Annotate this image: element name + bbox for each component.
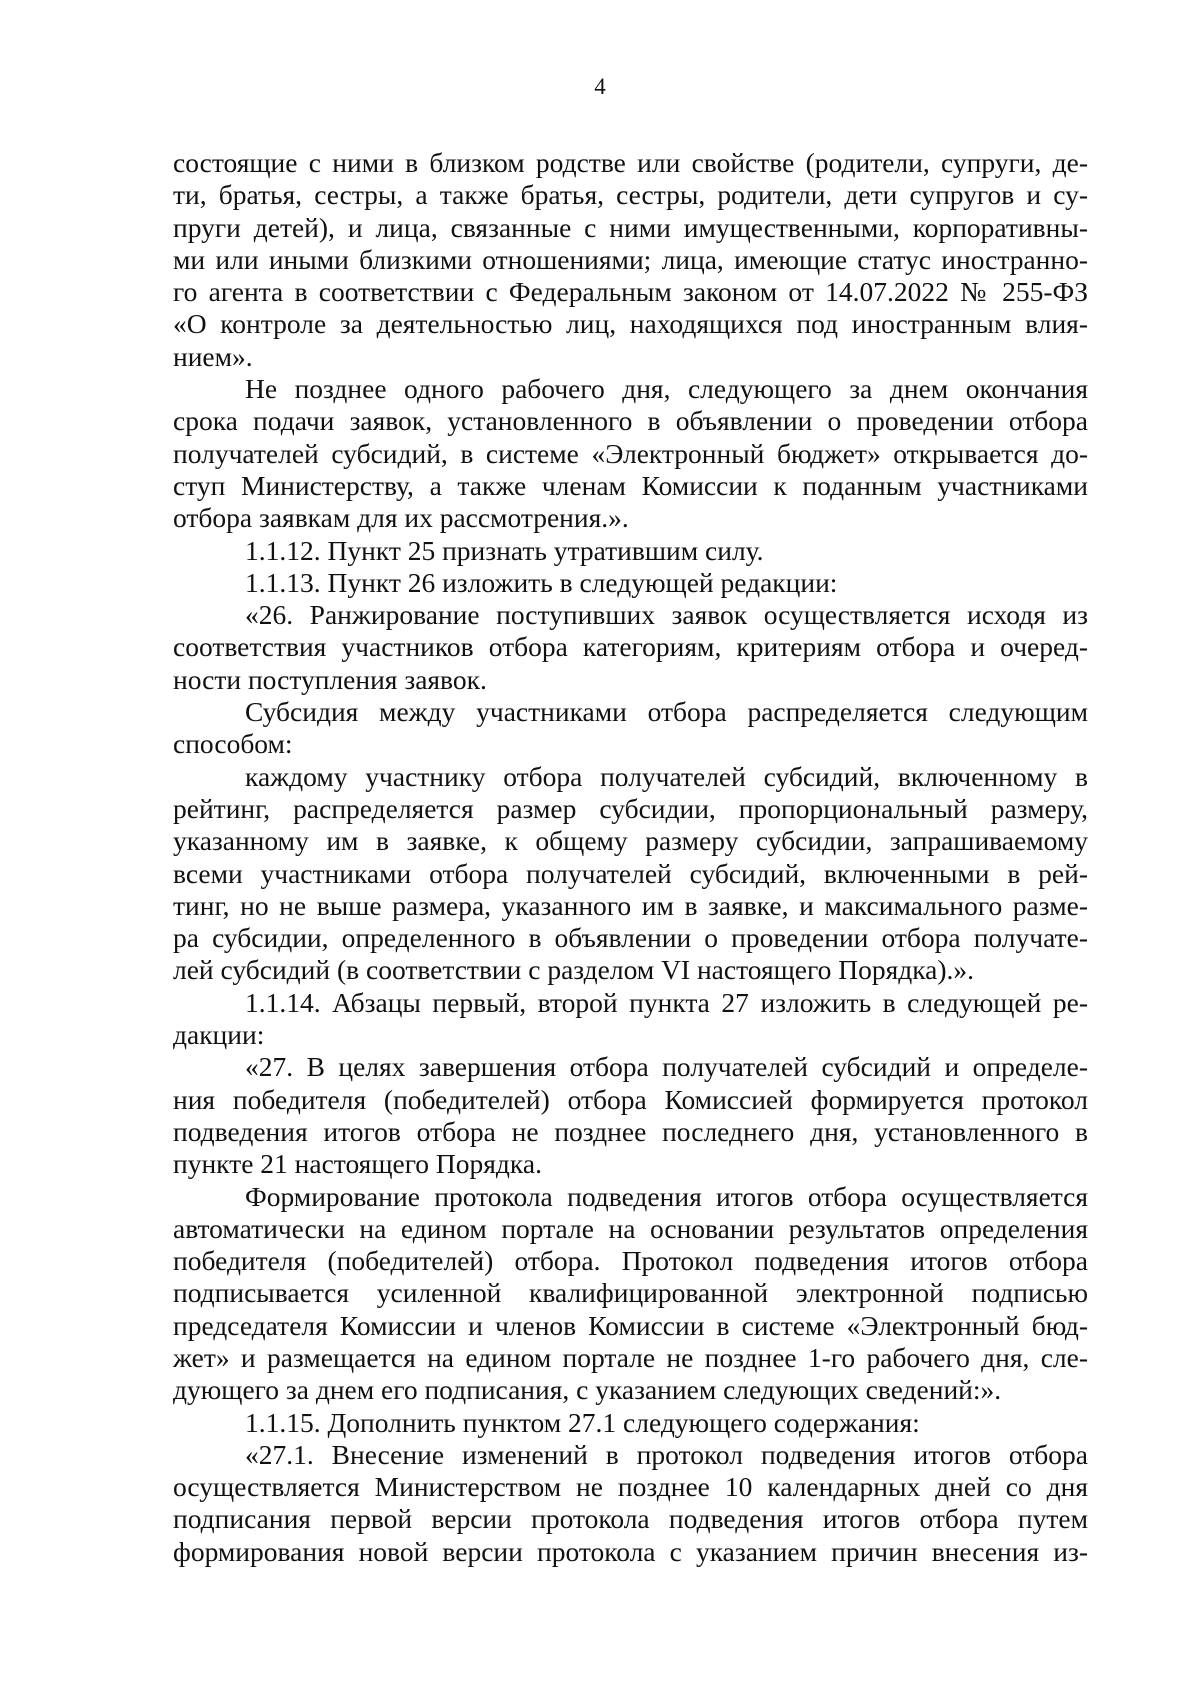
text-line: соответствия участников отбора категориям, критериям отбора и очеред- (173, 631, 1088, 663)
text-line: го агента в соответствии с Федеральным законом от 14.07.2022 № 255-ФЗ (173, 276, 1088, 308)
text-line: формирования новой версии протокола с указанием причин внесения из- (173, 1535, 1088, 1567)
text-line: автоматически на едином портале на основании результатов определения (173, 1212, 1088, 1244)
text-line: 1.1.15. Дополнить пунктом 27.1 следующего содержания: (245, 1406, 920, 1438)
text-line: подписывается усиленной квалифицированной электронной подписью (173, 1277, 1088, 1309)
text-line: председателя Комиссии и членов Комиссии в системе «Электронный бюд- (173, 1309, 1088, 1341)
text-line: 1.1.13. Пункт 26 изложить в следующей редакции: (245, 566, 838, 598)
text-line: «27. В целях завершения отбора получателей субсидий и определе- (245, 1051, 1088, 1083)
text-line: подписания первой версии протокола подведения итогов отбора путем (173, 1503, 1088, 1535)
text-line: указанному им в заявке, к общему размеру субсидии, запрашиваемому (173, 825, 1088, 857)
text-line: осуществляется Министерством не позднее 10 календарных дней со дня (173, 1471, 1088, 1503)
text-line: ности поступления заявок. (173, 663, 487, 695)
text-line: дакции: (173, 1019, 265, 1051)
text-line: ния победителя (победителей) отбора Комиссией формируется протокол (173, 1083, 1088, 1115)
text-line: способом: (173, 728, 293, 760)
text-line: лей субсидий (в соответствии с разделом VI настоящего Порядка).». (173, 954, 975, 986)
text-line: рейтинг, распределяется размер субсидии, пропорциональный размеру, (173, 792, 1088, 824)
text-line: нием». (173, 340, 253, 372)
text-line: 1.1.12. Пункт 25 признать утратившим силу. (245, 534, 764, 566)
text-line: «27.1. Внесение изменений в протокол подведения итогов отбора (245, 1438, 1088, 1470)
page-number: 4 (594, 74, 606, 99)
text-line: подведения итогов отбора не позднее последнего дня, установленного в (173, 1115, 1088, 1147)
text-line: состоящие с ними в близком родстве или свойстве (родители, супруги, де- (173, 147, 1088, 178)
text-line: Субсидия между участниками отбора распределяется следующим (245, 696, 1088, 728)
text-line: ступ Министерству, а также членам Комиссии к поданным участниками (173, 469, 1088, 501)
text-line: каждому участнику отбора получателей субсидий, включенному в (245, 760, 1088, 792)
text-line: получателей субсидий, в системе «Электронный бюджет» открывается до- (173, 437, 1088, 469)
text-line: всеми участниками отбора получателей субсидий, включенными в рей- (173, 857, 1088, 889)
text-line: «26. Ранжирование поступивших заявок осуществляется исходя из (245, 599, 1088, 631)
text-line: отбора заявкам для их рассмотрения.». (173, 502, 629, 534)
text-line: дующего за днем его подписания, с указанием следующих сведений:». (173, 1374, 1002, 1406)
text-line: «О контроле за деятельностью лиц, находящихся под иностранным влия- (173, 308, 1088, 340)
text-line: ти, братья, сестры, а также братья, сестры, родители, дети супругов и су- (173, 179, 1088, 211)
document-body (173, 147, 1088, 1568)
text-line: Не позднее одного рабочего дня, следующего за днем окончания (245, 373, 1088, 405)
text-line: пруги детей), и лица, связанные с ними имущественными, корпоративны- (173, 211, 1088, 243)
text-line: ра субсидии, определенного в объявлении о проведении отбора получате- (173, 922, 1088, 954)
text-line: ми или иными близкими отношениями; лица, имеющие статус иностранно- (173, 243, 1088, 275)
text-line: Формирование протокола подведения итогов отбора осуществляется (245, 1180, 1088, 1212)
text-line: победителя (победителей) отбора. Протокол подведения итогов отбора (173, 1245, 1088, 1277)
text-line: срока подачи заявок, установленного в объявлении о проведении отбора (173, 405, 1088, 437)
text-line: пункте 21 настоящего Порядка. (173, 1148, 542, 1180)
text-line: тинг, но не выше размера, указанного им в заявке, и максимального разме- (173, 889, 1088, 921)
text-line: жет» и размещается на едином портале не позднее 1-го рабочего дня, сле- (173, 1341, 1088, 1373)
text-line: 1.1.14. Абзацы первый, второй пункта 27 изложить в следующей ре- (245, 986, 1088, 1018)
